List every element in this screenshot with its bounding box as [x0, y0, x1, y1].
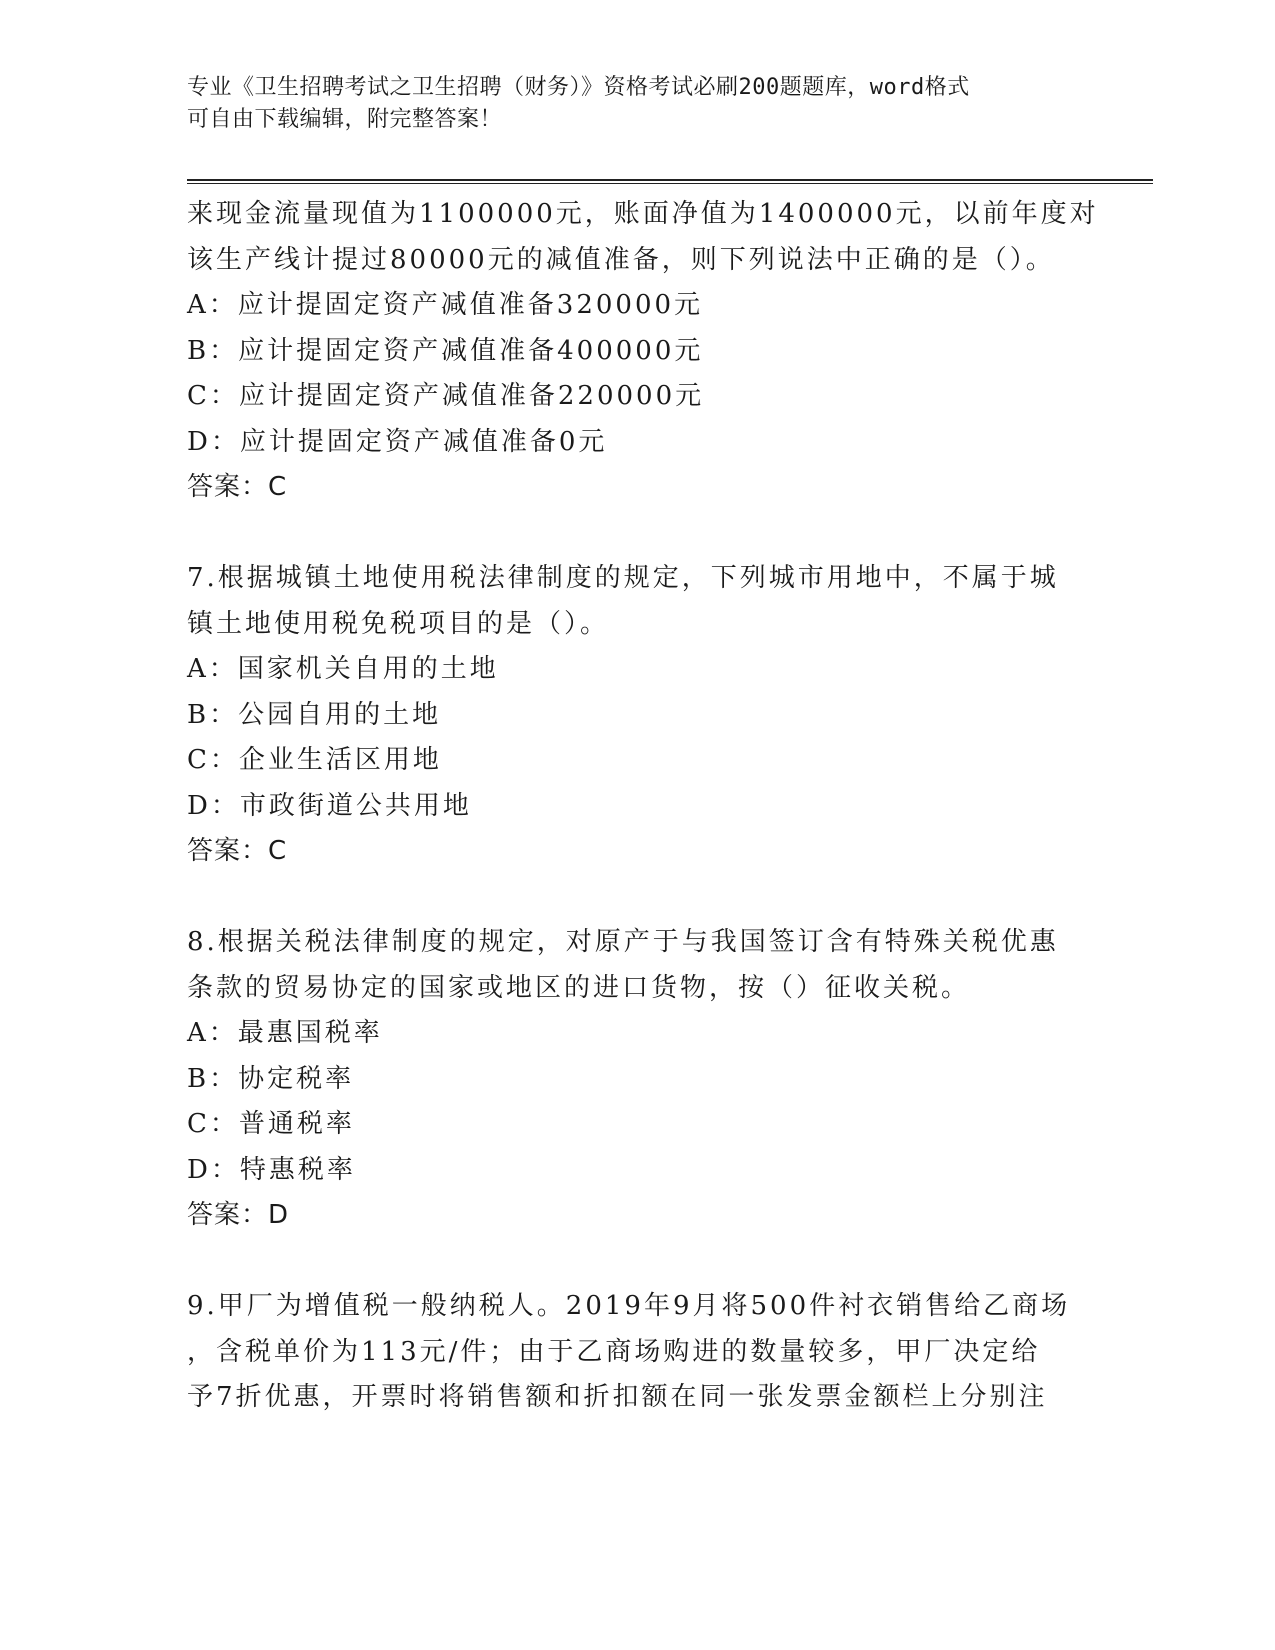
- option-c: C：普通税率: [187, 1109, 355, 1139]
- question-stem-line: ，含税单价为113元/件；由于乙商场购进的数量较多，甲厂决定给: [187, 1336, 1041, 1367]
- option-b: B：应计提固定资产减值准备400000元: [187, 335, 704, 366]
- option-a: A：应计提固定资产减值准备320000元: [187, 290, 704, 320]
- header-title-line-2: 可自由下载编辑，附完整答案！: [187, 107, 503, 132]
- option-d: D：应计提固定资产减值准备0元: [187, 426, 608, 457]
- question-9: [187, 1284, 1087, 1421]
- question-stem-line: 该生产线计提过80000元的减值准备，则下列说法中正确的是（）。: [187, 244, 1055, 275]
- question-8: [187, 920, 1087, 1239]
- question-list: [187, 192, 1099, 1421]
- question-stem-line: 镇土地使用税免税项目的是（）。: [187, 608, 610, 639]
- header-title-line-1: 专业《卫生招聘考试之卫生招聘（财务）》资格考试必刷200题题库，word格式: [187, 75, 970, 100]
- question-stem-line: 7.根据城镇土地使用税法律制度的规定，下列城市用地中，不属于城: [187, 563, 1059, 593]
- answer-line: 答案：C: [187, 836, 288, 866]
- document-header: [187, 72, 1067, 136]
- question-stem-line: 予7折优惠，开票时将销售额和折扣额在同一张发票金额栏上分别注: [187, 1382, 1048, 1412]
- question-stem-line: 8.根据关税法律制度的规定，对原产于与我国签订含有特殊关税优惠: [187, 927, 1059, 957]
- header-divider: [187, 179, 1153, 184]
- question-spacer: [187, 875, 1087, 921]
- option-b: B：协定税率: [187, 1063, 355, 1094]
- question-stem-line: 条款的贸易协定的国家或地区的进口货物，按（）征收关税。: [187, 972, 971, 1003]
- answer-line: 答案：D: [187, 1200, 290, 1230]
- option-c: C：企业生活区用地: [187, 745, 442, 775]
- option-d: D：市政街道公共用地: [187, 790, 472, 821]
- question-fragment: [187, 192, 1099, 511]
- question-stem-line: 9.甲厂为增值税一般纳税人。2019年9月将500件衬衣销售给乙商场: [187, 1291, 1071, 1321]
- option-a: A：国家机关自用的土地: [187, 654, 499, 684]
- option-b: B：公园自用的土地: [187, 699, 442, 730]
- question-spacer: [187, 1239, 1087, 1285]
- answer-line: 答案：C: [187, 472, 288, 502]
- option-a: A：最惠国税率: [187, 1018, 383, 1048]
- option-d: D：特惠税率: [187, 1154, 356, 1185]
- question-stem-line: 来现金流量现值为1100000元，账面净值为1400000元，以前年度对: [187, 199, 1099, 229]
- question-spacer: [187, 511, 1087, 557]
- question-7: [187, 556, 1087, 875]
- option-c: C：应计提固定资产减值准备220000元: [187, 381, 705, 411]
